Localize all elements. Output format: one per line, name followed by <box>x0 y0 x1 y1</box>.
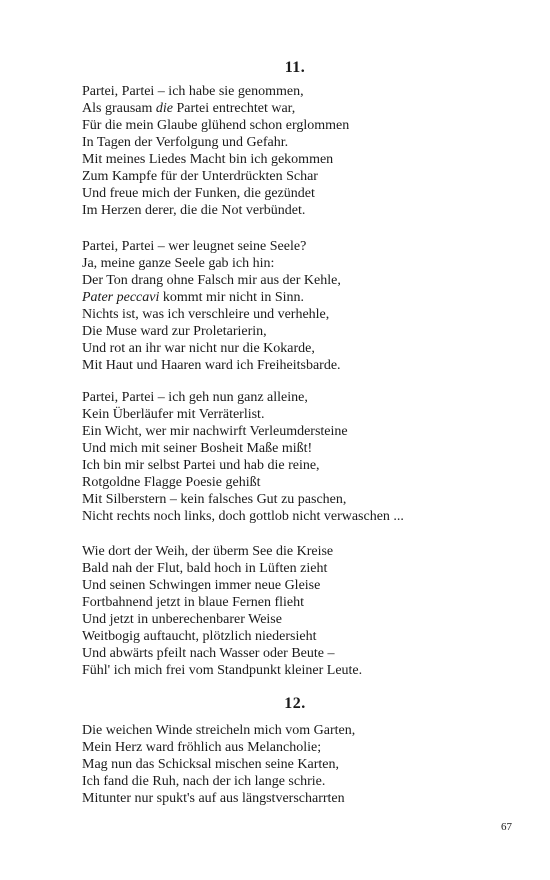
poem-11-stanza-2 <box>82 238 522 374</box>
verse-line: Für die mein Glaube glühend schon erglommen <box>82 118 350 133</box>
poem-11-stanza-4 <box>82 543 522 679</box>
poem-11-stanza-3 <box>82 389 522 525</box>
verse-line: Weitbogig auftaucht, plötzlich niedersieht <box>82 629 317 644</box>
verse-line: Mitunter nur spukt's auf aus längstverscharrten <box>82 791 345 806</box>
emphasis: Pater peccavi <box>82 290 160 305</box>
verse-line: Ja, meine ganze Seele gab ich hin: <box>82 256 275 271</box>
verse-line: Mit Silberstern – kein falsches Gut zu paschen, <box>82 492 347 507</box>
verse-line: Mit meines Liedes Macht bin ich gekommen <box>82 152 334 167</box>
verse-line: Im Herzen derer, die die Not verbündet. <box>82 203 306 218</box>
verse-line: Mein Herz ward fröhlich aus Melancholie; <box>82 740 322 755</box>
verse-line: Fühl' ich mich frei vom Standpunkt kleiner Leute. <box>82 663 363 678</box>
poem-11-number: 11. <box>284 59 306 76</box>
emphasis: die <box>155 101 173 116</box>
verse-line: Partei, Partei – ich geh nun ganz alleine, <box>82 390 308 405</box>
verse-line: Bald nah der Flut, bald hoch in Lüften zieht <box>82 561 328 576</box>
verse-line: Der Ton drang ohne Falsch mir aus der Kehle, <box>82 273 341 288</box>
page-number: 67 <box>501 821 512 833</box>
poem-12-stanza-1 <box>82 722 522 807</box>
verse-line: Fortbahnend jetzt in blaue Fernen flieht <box>82 595 304 610</box>
verse-line: Ich fand die Ruh, nach der ich lange schrie. <box>82 774 326 789</box>
verse-line: Und seinen Schwingen immer neue Gleise <box>82 578 321 593</box>
verse-line: Und rot an ihr war nicht nur die Kokarde, <box>82 341 315 356</box>
verse-line: Zum Kampfe für der Unterdrückten Schar <box>82 169 318 184</box>
verse-line: Partei, Partei – ich habe sie genommen, <box>82 84 304 99</box>
verse-line: Und abwärts pfeilt nach Wasser oder Beute – <box>82 646 335 661</box>
verse-line: Wie dort der Weih, der überm See die Kreise <box>82 544 334 559</box>
verse-line: Und freue mich der Funken, die gezündet <box>82 186 315 201</box>
verse-line: Nicht rechts noch links, doch gottlob nicht verwaschen ... <box>82 509 404 524</box>
verse-line: Ein Wicht, wer mir nachwirft Verleumdersteine <box>82 424 348 439</box>
verse-line: Kein Überläufer mit Verräterlist. <box>82 407 265 422</box>
verse-line: Die Muse ward zur Proletarierin, <box>82 324 267 339</box>
poem-11-stanza-1 <box>82 83 522 219</box>
verse-line: Rotgoldne Flagge Poesie gehißt <box>82 475 261 490</box>
verse-line: Und mich mit seiner Bosheit Maße mißt! <box>82 441 313 456</box>
verse-line: Mag nun das Schicksal mischen seine Karten, <box>82 757 339 772</box>
poem-12-number: 12. <box>284 695 306 712</box>
verse-line: Die weichen Winde streicheln mich vom Garten, <box>82 723 356 738</box>
verse-line: Partei, Partei – wer leugnet seine Seele? <box>82 239 307 254</box>
verse-line: Und jetzt in unberechenbarer Weise <box>82 612 282 627</box>
verse-line: Als grausam die Partei entrechtet war, <box>82 101 296 116</box>
verse-line: Pater peccavi kommt mir nicht in Sinn. <box>82 290 305 305</box>
verse-line: Mit Haut und Haaren ward ich Freiheitsbarde. <box>82 358 341 373</box>
verse-line: In Tagen der Verfolgung und Gefahr. <box>82 135 289 150</box>
verse-line: Ich bin mir selbst Partei und hab die reine, <box>82 458 320 473</box>
verse-line: Nichts ist, was ich verschleire und verhehle, <box>82 307 330 322</box>
